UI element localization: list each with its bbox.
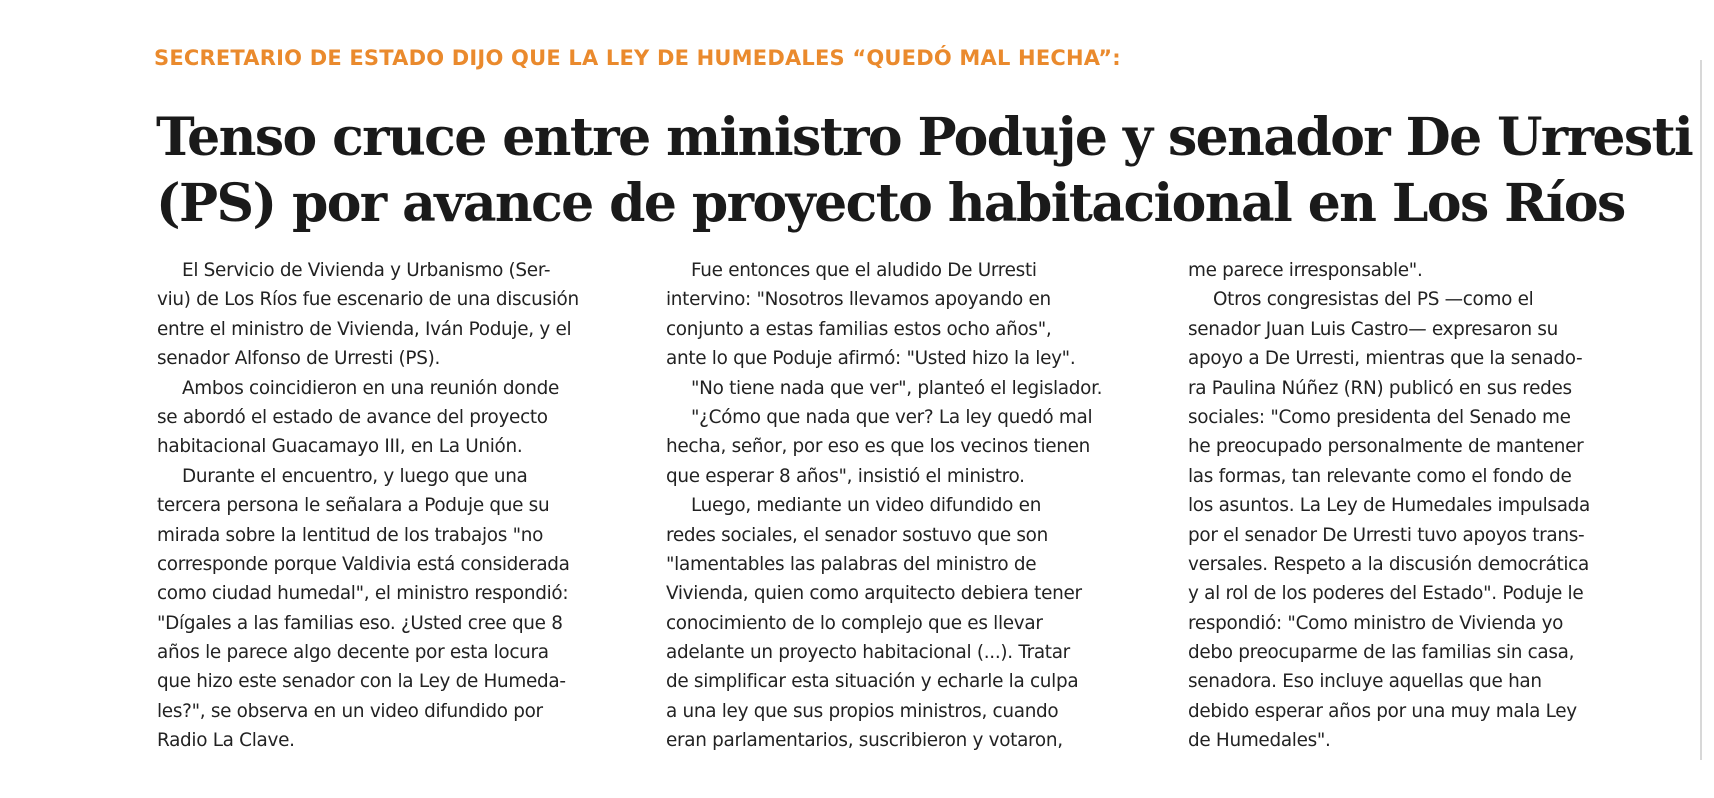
body-line: ra Paulina Núñez (RN) publicó en sus redes (1188, 377, 1572, 399)
body-line: años le parece algo decente por esta locura (157, 642, 549, 664)
article-column-2 (666, 256, 1146, 756)
body-line: sociales: "Como presidenta del Senado me (1188, 406, 1571, 428)
body-line: les?", se observa en un video difundido por (157, 700, 543, 722)
body-line: "No tiene nada que ver", planteó el legislador. (691, 377, 1103, 399)
headline-line: (PS) por avance de proyecto habitacional en Los Ríos (156, 173, 1625, 234)
body-line: apoyo a De Urresti, mientras que la senado- (1188, 348, 1583, 370)
body-line: debo preocuparme de las familias sin casa, (1188, 642, 1575, 664)
body-line: ante lo que Poduje afirmó: "Usted hizo la ley". (666, 348, 1076, 370)
body-line: redes sociales, el senador sostuvo que son (666, 524, 1048, 546)
body-line: Otros congresistas del PS —como el (1213, 289, 1534, 311)
body-line: de simplificar esta situación y echarle la culpa (666, 671, 1079, 693)
body-line: corresponde porque Valdivia está considerada (157, 553, 570, 575)
body-line: senador Juan Luis Castro— expresaron su (1188, 318, 1558, 340)
body-line: "¿Cómo que nada que ver? La ley quedó mal (691, 406, 1093, 428)
body-line: que esperar 8 años", insistió el ministro. (666, 465, 1025, 487)
article-headline (156, 105, 1693, 237)
body-line: Durante el encuentro, y luego que una (182, 465, 528, 487)
body-line: viu) de Los Ríos fue escenario de una discusión (157, 289, 579, 311)
page-edge-rule (1700, 60, 1702, 760)
article-column-1 (157, 256, 627, 756)
body-line: conjunto a estas familias estos ocho años", (666, 318, 1052, 340)
body-line: adelante un proyecto habitacional (...). Tratar (666, 642, 1070, 664)
body-line: senador Alfonso de Urresti (PS). (157, 348, 441, 370)
body-line: los asuntos. La Ley de Humedales impulsada (1188, 495, 1591, 517)
body-line: me parece irresponsable". (1188, 260, 1423, 281)
body-line: Vivienda, quien como arquitecto debiera tener (666, 583, 1082, 605)
body-line: tercera persona le señalara a Poduje que su (157, 495, 550, 517)
headline-line: Tenso cruce entre ministro Poduje y senador De Urresti (156, 107, 1693, 168)
body-line: Ambos coincidieron en una reunión donde (182, 377, 559, 399)
body-line: Radio La Clave. (157, 730, 295, 752)
body-line: conocimiento de lo complejo que es llevar (666, 612, 1043, 634)
body-line: El Servicio de Vivienda y Urbanismo (Ser- (182, 260, 551, 281)
body-line: que hizo este senador con la Ley de Humeda- (157, 671, 566, 693)
body-line: habitacional Guacamayo III, en La Unión. (157, 436, 523, 458)
body-line: versales. Respeto a la discusión democrática (1188, 553, 1589, 575)
body-line: entre el ministro de Vivienda, Iván Poduje, y el (157, 318, 572, 340)
body-line: "Dígales a las familias eso. ¿Usted cree que 8 (157, 612, 563, 634)
body-line: hecha, señor, por eso es que los vecinos tienen (666, 436, 1091, 458)
body-line: eran parlamentarios, suscribieron y votaron, (666, 730, 1063, 752)
body-line: Fue entonces que el aludido De Urresti (691, 260, 1037, 281)
body-line: debido esperar años por una muy mala Ley (1188, 700, 1577, 722)
body-line: de Humedales". (1188, 730, 1331, 752)
body-line: las formas, tan relevante como el fondo de (1188, 465, 1572, 487)
body-line: intervino: "Nosotros llevamos apoyando en (666, 289, 1051, 311)
body-line: senadora. Eso incluye aquellas que han (1188, 671, 1542, 693)
article-kicker: SECRETARIO DE ESTADO DIJO QUE LA LEY DE HUMEDALES “QUEDÓ MAL HECHA”: (154, 46, 1121, 70)
article-column-3 (1188, 256, 1678, 756)
body-line: respondió: "Como ministro de Vivienda yo (1188, 612, 1564, 634)
body-line: "lamentables las palabras del ministro de (666, 553, 1037, 575)
body-line: como ciudad humedal", el ministro respondió: (157, 583, 569, 605)
body-line: he preocupado personalmente de mantener (1188, 436, 1584, 458)
body-line: se abordó el estado de avance del proyecto (157, 406, 548, 428)
body-line: y al rol de los poderes del Estado". Poduje le (1188, 583, 1584, 605)
body-line: mirada sobre la lentitud de los trabajos "no (157, 524, 544, 546)
body-line: por el senador De Urresti tuvo apoyos trans- (1188, 524, 1585, 546)
body-line: a una ley que sus propios ministros, cuando (666, 700, 1059, 722)
body-line: Luego, mediante un video difundido en (691, 495, 1042, 517)
